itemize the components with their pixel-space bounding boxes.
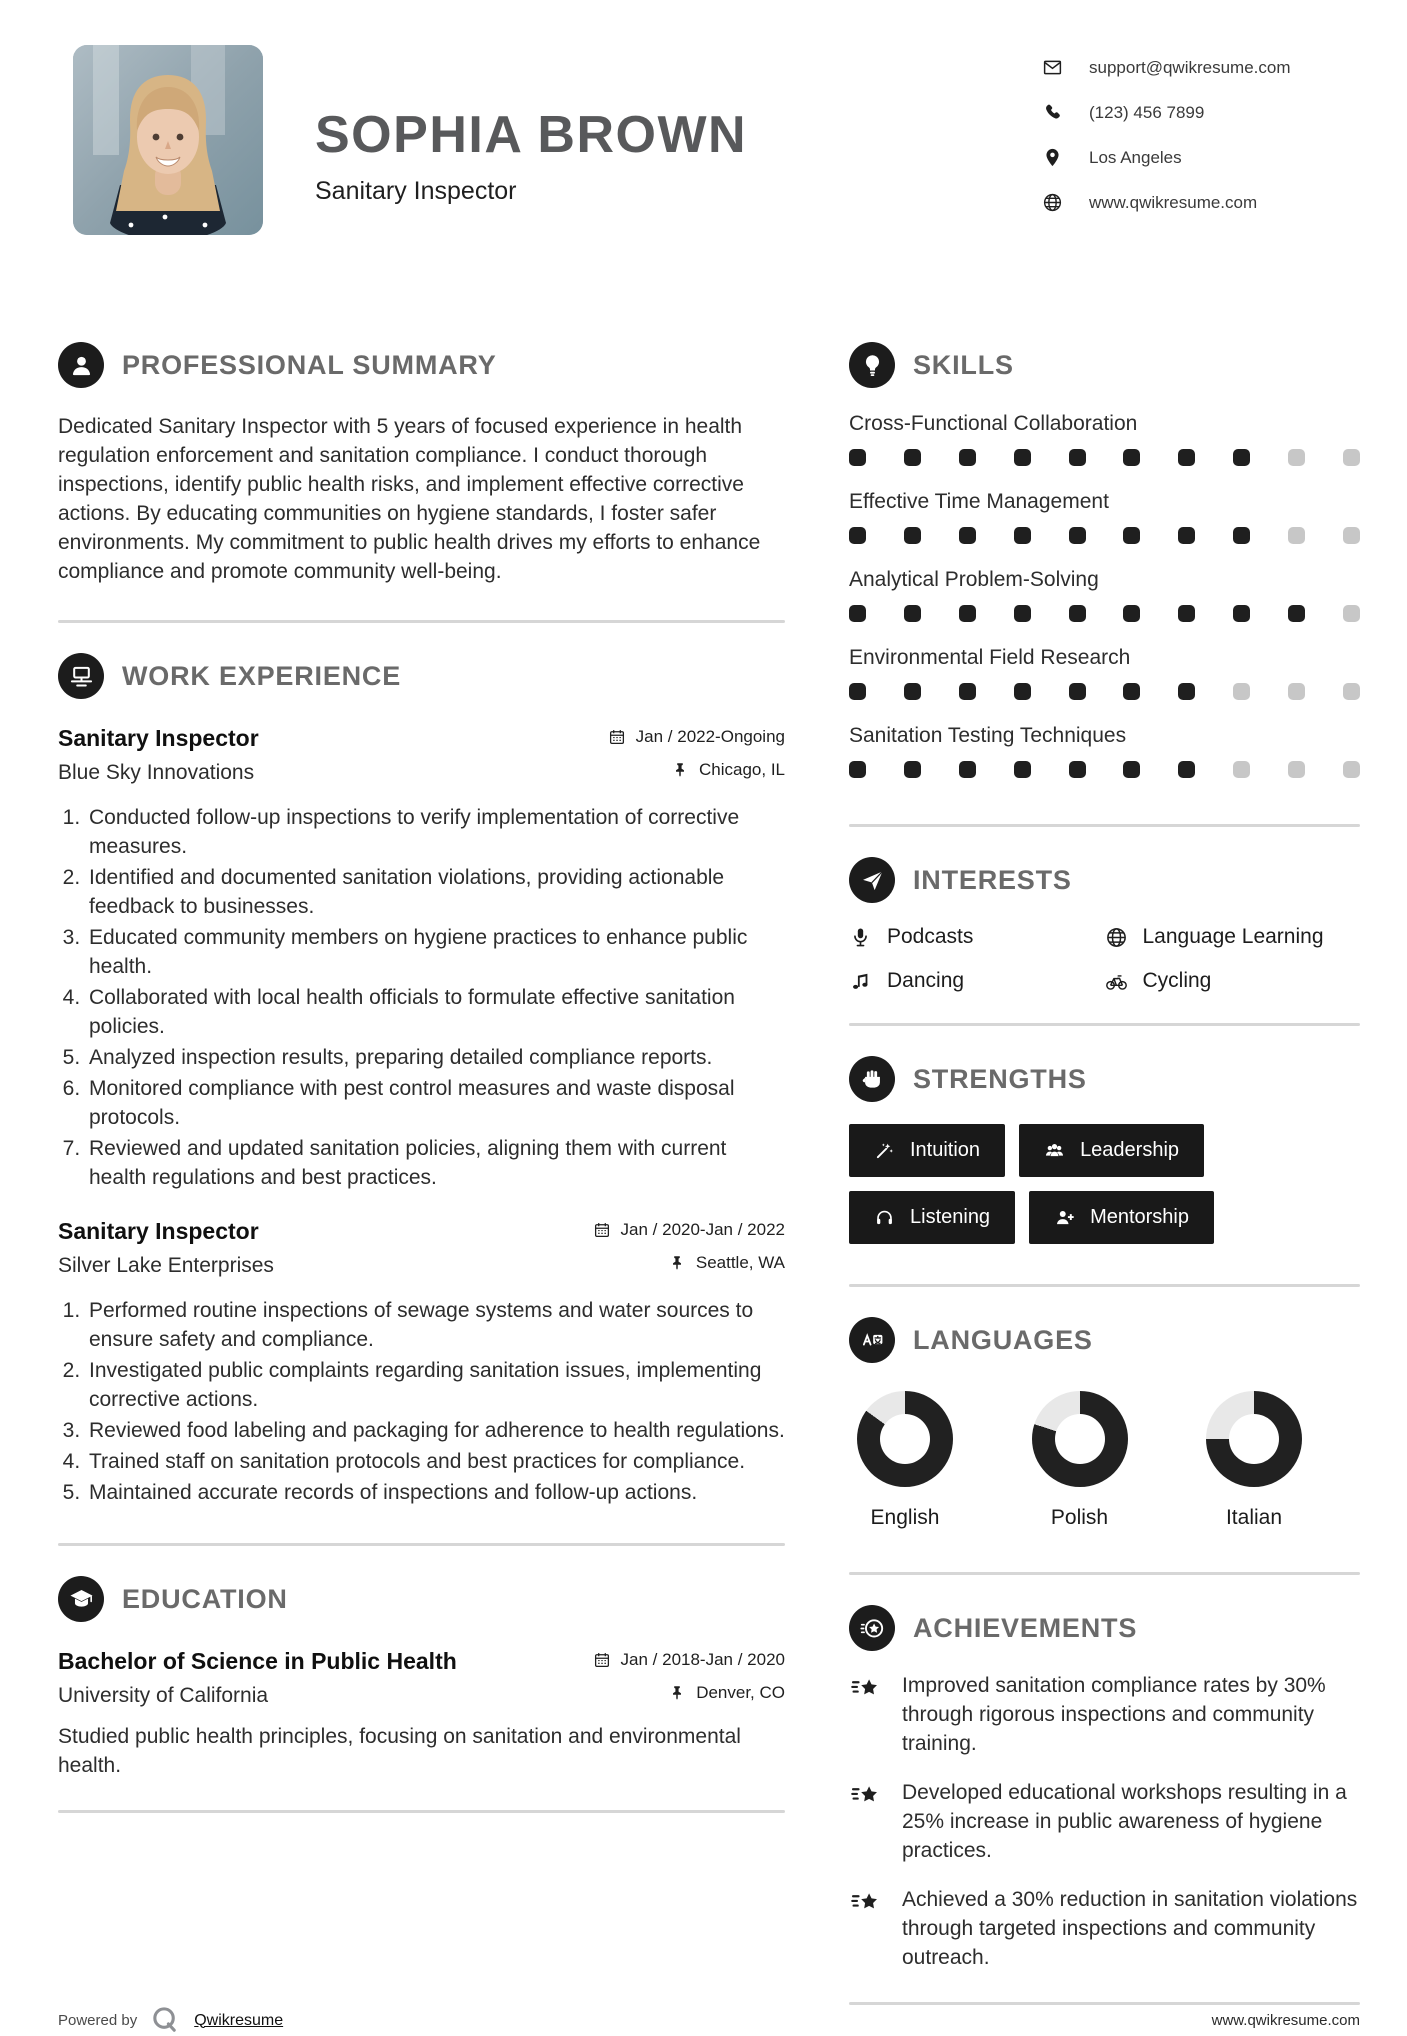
skills-section-title: SKILLS	[913, 349, 1014, 380]
skill-dot-empty	[1288, 683, 1305, 700]
left-column	[58, 278, 785, 1813]
job-location	[668, 1253, 785, 1273]
experience-section	[58, 653, 785, 1507]
interest-label: Podcasts	[887, 925, 974, 948]
strengths-list	[849, 1124, 1360, 1244]
job-bullet: 3. Reviewed food labeling and packaging for adherence to health regulations.	[86, 1416, 785, 1445]
skill-dot-filled	[1069, 449, 1086, 466]
profile-photo-illustration	[73, 45, 263, 235]
bicycle-icon	[1105, 970, 1128, 993]
divider	[849, 824, 1360, 827]
interests-section-title: INTERESTS	[913, 864, 1072, 895]
education-location-text: Denver, CO	[696, 1683, 785, 1702]
person-icon	[58, 342, 104, 388]
pushpin-icon	[671, 761, 689, 779]
job-company: Blue Sky Innovations	[58, 761, 255, 784]
shooting-star-icon	[849, 1781, 884, 1812]
interest-item	[849, 969, 1105, 993]
donut-hole	[1055, 1414, 1105, 1464]
job-date-text: Jan / 2020-Jan / 2022	[620, 1220, 785, 1239]
contact-info	[1042, 45, 1360, 235]
skill-name: Sanitation Testing Techniques	[849, 724, 1127, 747]
achievements-list	[849, 1671, 1360, 1972]
skill-dot-filled	[1014, 449, 1031, 466]
qwikresume-link[interactable]: Qwikresume	[194, 2011, 284, 2029]
skill-dot-filled	[1233, 527, 1250, 544]
skill-dot-filled	[1014, 527, 1031, 544]
education-title-row	[58, 1648, 785, 1675]
skill-dot-filled	[904, 683, 921, 700]
strength-label: Intuition	[910, 1139, 981, 1161]
footer-website: www.qwikresume.com	[1211, 2012, 1360, 2029]
contact-row	[1042, 147, 1360, 168]
skill-rating	[849, 449, 1360, 466]
education-school-row	[58, 1675, 785, 1708]
pushpin-icon	[668, 1254, 686, 1272]
skill-dot-filled	[904, 449, 921, 466]
achievements-section	[849, 1605, 1360, 1972]
skill-dot-filled	[849, 683, 866, 700]
skill-dot-filled	[1123, 683, 1140, 700]
phone-icon	[1042, 102, 1063, 123]
powered-by-label: Powered by	[58, 2012, 138, 2029]
languages-section	[849, 1317, 1360, 1530]
skill-dot-filled	[849, 527, 866, 544]
job-company-row	[58, 752, 785, 785]
strength-label: Listening	[910, 1206, 991, 1228]
languages-section-header	[849, 1317, 1360, 1363]
skill-dot-filled	[1069, 527, 1086, 544]
skill-dot-filled	[1123, 761, 1140, 778]
job-date	[608, 727, 785, 747]
job-bullet-list	[58, 1296, 785, 1507]
job-entry	[58, 725, 785, 1192]
job-bullet: 2. Identified and documented sanitation violations, providing actionable feedback to businesses.	[86, 863, 785, 921]
experience-section-header	[58, 653, 785, 699]
contact-row	[1042, 192, 1360, 213]
skill-dot-empty	[1343, 449, 1360, 466]
job-title: Sanitary Inspector	[58, 1218, 259, 1244]
skill-dot-filled	[1178, 683, 1195, 700]
interest-item	[1105, 969, 1361, 993]
skill-dot-filled	[959, 449, 976, 466]
skill-dot-filled	[1014, 761, 1031, 778]
education-date-text: Jan / 2018-Jan / 2020	[620, 1650, 785, 1669]
job-title-row	[58, 1218, 785, 1245]
person-name: SOPHIA BROWN	[315, 106, 748, 164]
skills-section	[849, 342, 1360, 778]
job-bullet: 2. Investigated public complaints regarding sanitation issues, implementing corrective actions.	[86, 1356, 785, 1414]
skill-dot-filled	[959, 761, 976, 778]
interests-section	[849, 857, 1360, 993]
skill-rating	[849, 683, 1360, 700]
donut-hole	[1229, 1414, 1279, 1464]
strengths-section	[849, 1056, 1360, 1244]
job-location	[671, 760, 785, 780]
contact-value: Los Angeles	[1089, 147, 1182, 167]
skill-dot-filled	[1288, 605, 1305, 622]
medal-star-icon	[849, 1605, 895, 1651]
achievement-item	[849, 1885, 1360, 1972]
content-columns	[58, 278, 1360, 2005]
contact-value: support@qwikresume.com	[1089, 57, 1291, 77]
achievement-text: Improved sanitation compliance rates by 30% through rigorous inspections and community training.	[902, 1674, 1326, 1755]
education-section-title: EDUCATION	[122, 1583, 288, 1614]
person-plus-icon	[1054, 1207, 1075, 1228]
skill-dot-filled	[959, 605, 976, 622]
languages-section-title: LANGUAGES	[913, 1324, 1093, 1355]
skill-dot-filled	[1069, 683, 1086, 700]
header	[58, 45, 1360, 235]
globe-icon	[1042, 192, 1063, 213]
shooting-star-icon	[849, 1888, 884, 1919]
skill-dot-filled	[1123, 605, 1140, 622]
skill-item	[849, 412, 1360, 466]
language-item	[1032, 1391, 1128, 1530]
globe-icon	[1105, 926, 1128, 949]
job-date	[593, 1220, 785, 1240]
people-icon	[1044, 1140, 1065, 1161]
skill-dot-filled	[1178, 761, 1195, 778]
experience-section-title: WORK EXPERIENCE	[122, 660, 402, 691]
job-bullet: 1. Conducted follow-up inspections to verify implementation of corrective measures.	[86, 803, 785, 861]
skill-dot-filled	[959, 683, 976, 700]
skill-dot-filled	[1178, 527, 1195, 544]
donut-hole	[880, 1414, 930, 1464]
education-section-header	[58, 1576, 785, 1622]
summary-text: Dedicated Sanitary Inspector with 5 years of focused experience in health regulation enforcement and sanitation compliance. I conduct thorough inspections, identify public health risks, and implement effective corrective actions. By educating communities on hygiene standards, I foster safer environments. My commitment to public health drives my efforts to enhance compliance and promote community well-being.	[58, 415, 761, 583]
language-item	[857, 1391, 953, 1530]
skill-dot-filled	[1123, 527, 1140, 544]
job-bullet: 5. Analyzed inspection results, preparing detailed compliance reports.	[86, 1043, 785, 1072]
education-degree: Bachelor of Science in Public Health	[58, 1648, 457, 1674]
skill-dot-empty	[1343, 527, 1360, 544]
skill-dot-filled	[1123, 449, 1140, 466]
location-pin-icon	[1042, 147, 1063, 168]
education-date	[593, 1650, 785, 1670]
job-bullet: 7. Reviewed and updated sanitation policies, aligning them with current health regulations and best practices.	[86, 1134, 785, 1192]
skill-dot-filled	[904, 605, 921, 622]
education-entry	[58, 1648, 785, 1780]
job-company-row	[58, 1245, 785, 1278]
magic-wand-icon	[874, 1140, 895, 1161]
footer	[58, 2005, 1360, 2036]
skill-item	[849, 568, 1360, 622]
skill-dot-filled	[904, 527, 921, 544]
translate-icon	[849, 1317, 895, 1363]
skill-dot-filled	[1233, 449, 1250, 466]
music-note-icon	[849, 970, 872, 993]
skill-rating	[849, 605, 1360, 622]
skill-dot-filled	[1014, 605, 1031, 622]
summary-section-header	[58, 342, 785, 388]
divider	[849, 1572, 1360, 1575]
job-company: Silver Lake Enterprises	[58, 1254, 274, 1277]
job-location-text: Chicago, IL	[699, 760, 785, 779]
strength-label: Mentorship	[1090, 1206, 1189, 1228]
skill-dot-filled	[959, 527, 976, 544]
skill-dot-empty	[1343, 683, 1360, 700]
skill-dot-empty	[1343, 605, 1360, 622]
language-item	[1206, 1391, 1302, 1530]
education-section	[58, 1576, 785, 1780]
contact-value: (123) 456 7899	[1089, 102, 1205, 122]
person-job-title: Sanitary Inspector	[315, 177, 517, 205]
strength-pill	[849, 1124, 1005, 1177]
languages-list	[849, 1391, 1360, 1530]
skill-dot-empty	[1233, 761, 1250, 778]
skill-name: Environmental Field Research	[849, 646, 1131, 669]
interests-list	[849, 925, 1360, 993]
interest-item	[849, 925, 1105, 949]
calendar-icon	[593, 1651, 611, 1669]
job-bullet: 3. Educated community members on hygiene practices to enhance public health.	[86, 923, 785, 981]
achievement-item	[849, 1671, 1360, 1758]
achievements-section-title: ACHIEVEMENTS	[913, 1612, 1138, 1643]
education-school: University of California	[58, 1684, 269, 1707]
graduation-cap-icon	[58, 1576, 104, 1622]
skill-dot-filled	[849, 449, 866, 466]
job-bullet: 4. Collaborated with local health officials to formulate effective sanitation policies.	[86, 983, 785, 1041]
language-name: Italian	[1225, 1506, 1283, 1529]
skill-dot-empty	[1288, 527, 1305, 544]
skill-dot-filled	[1069, 605, 1086, 622]
lightbulb-icon	[849, 342, 895, 388]
language-donut-chart	[1032, 1391, 1128, 1487]
right-column	[849, 278, 1360, 2005]
profile-photo	[73, 45, 263, 235]
skill-dot-empty	[1288, 761, 1305, 778]
language-donut-chart	[1206, 1391, 1302, 1487]
job-title-row	[58, 725, 785, 752]
skills-list	[849, 412, 1360, 778]
interest-item	[1105, 925, 1361, 949]
skill-rating	[849, 761, 1360, 778]
job-bullet-list	[58, 803, 785, 1192]
skill-dot-empty	[1233, 683, 1250, 700]
language-name: Polish	[1050, 1506, 1109, 1529]
shooting-star-icon	[849, 1674, 884, 1705]
divider	[58, 620, 785, 623]
interest-label: Dancing	[887, 969, 965, 992]
job-title: Sanitary Inspector	[58, 725, 259, 751]
calendar-icon	[593, 1221, 611, 1239]
divider	[849, 1023, 1360, 1026]
skill-name: Cross-Functional Collaboration	[849, 412, 1138, 435]
interest-label: Cycling	[1142, 969, 1212, 992]
contact-row	[1042, 102, 1360, 123]
divider	[58, 1543, 785, 1546]
skill-dot-filled	[1178, 605, 1195, 622]
strengths-section-header	[849, 1056, 1360, 1102]
skill-name: Effective Time Management	[849, 490, 1109, 513]
strength-label: Leadership	[1080, 1139, 1180, 1161]
skill-item	[849, 646, 1360, 700]
strength-pill	[1019, 1124, 1204, 1177]
powered-by	[58, 2005, 283, 2036]
workstation-icon	[58, 653, 104, 699]
skill-item	[849, 724, 1360, 778]
email-icon	[1042, 57, 1063, 78]
strength-pill	[1029, 1191, 1214, 1244]
name-block	[315, 45, 747, 235]
paper-plane-icon	[849, 857, 895, 903]
skill-dot-filled	[1069, 761, 1086, 778]
strengths-section-title: STRENGTHS	[913, 1063, 1087, 1094]
skill-dot-filled	[904, 761, 921, 778]
education-description: Studied public health principles, focusing on sanitation and environmental health.	[58, 1725, 741, 1777]
achievements-section-header	[849, 1605, 1360, 1651]
skill-dot-empty	[1288, 449, 1305, 466]
language-name: English	[870, 1506, 940, 1529]
job-bullet: 1. Performed routine inspections of sewage systems and water sources to ensure safety and compliance.	[86, 1296, 785, 1354]
skill-dot-filled	[1233, 605, 1250, 622]
skill-rating	[849, 527, 1360, 544]
skill-name: Analytical Problem-Solving	[849, 568, 1099, 591]
strength-pill	[849, 1191, 1015, 1244]
job-location-text: Seattle, WA	[695, 1253, 785, 1272]
headphones-icon	[874, 1207, 895, 1228]
divider	[58, 1810, 785, 1813]
interests-section-header	[849, 857, 1360, 903]
achievement-item	[849, 1778, 1360, 1865]
job-bullet: 5. Maintained accurate records of inspections and follow-up actions.	[86, 1478, 785, 1507]
education-location	[668, 1683, 785, 1703]
contact-value: www.qwikresume.com	[1089, 192, 1258, 212]
fist-icon	[849, 1056, 895, 1102]
language-donut-chart	[857, 1391, 953, 1487]
job-list	[58, 725, 785, 1507]
skill-dot-filled	[849, 605, 866, 622]
divider	[849, 1284, 1360, 1287]
skill-item	[849, 490, 1360, 544]
summary-section	[58, 342, 785, 586]
pushpin-icon	[668, 1684, 686, 1702]
microphone-icon	[849, 926, 872, 949]
achievement-text: Achieved a 30% reduction in sanitation violations through targeted inspections and community outreach.	[902, 1888, 1358, 1969]
calendar-icon	[608, 728, 626, 746]
skill-dot-filled	[1178, 449, 1195, 466]
summary-section-title: PROFESSIONAL SUMMARY	[122, 349, 497, 380]
job-entry	[58, 1218, 785, 1507]
job-bullet: 6. Monitored compliance with pest control measures and waste disposal protocols.	[86, 1074, 785, 1132]
interest-label: Language Learning	[1142, 925, 1324, 948]
skill-dot-filled	[849, 761, 866, 778]
achievement-text: Developed educational workshops resulting in a 25% increase in public awareness of hygiene practices.	[902, 1781, 1347, 1862]
skill-dot-empty	[1343, 761, 1360, 778]
skill-dot-filled	[1014, 683, 1031, 700]
skills-section-header	[849, 342, 1360, 388]
job-bullet: 4. Trained staff on sanitation protocols and best practices for compliance.	[86, 1447, 785, 1476]
job-date-text: Jan / 2022-Ongoing	[635, 727, 785, 746]
contact-row	[1042, 57, 1360, 78]
qwikresume-logo-icon	[150, 2005, 181, 2036]
